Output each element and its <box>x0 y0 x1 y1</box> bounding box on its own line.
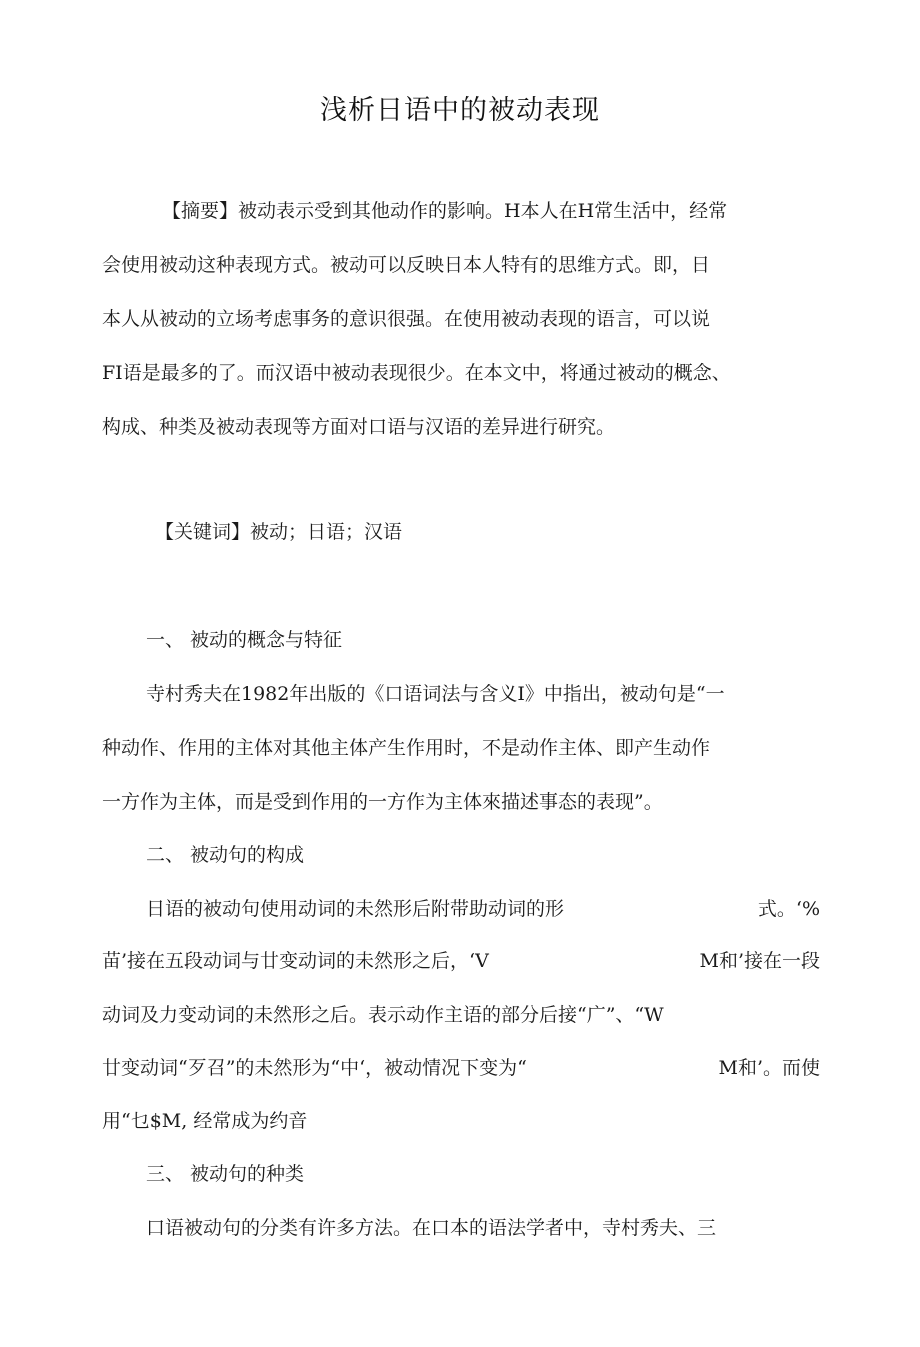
section-3-line-1: 口语被动句的分类有许多方法。在口本的语法学者中，寺村秀夫、三 <box>146 1217 717 1239</box>
section-2-line-4-right: M和’。而使 <box>718 1057 820 1079</box>
section-2-line-5: 用“乜$M, 经常成为约音 <box>102 1110 308 1132</box>
section-1-line-3: 一方作为主体，而是受到作用的一方作为主体來描述事态的表现”。 <box>102 791 663 813</box>
section-2-line-2-left: 苗’接在五段动词与廿变动词的未然形之后，‘V <box>102 950 489 972</box>
section-2-line-4-left: 廿变动词“歹召”的未然形为“中‘，被动情况下变为“ <box>102 1057 527 1079</box>
abstract-line-1: 【摘要】被动表示受到其他动作的影响。H本人在H常生活中，经常 <box>162 200 728 222</box>
section-2-line-2 <box>102 948 820 974</box>
keywords: 【关键词】被动；日语；汉语 <box>155 521 403 543</box>
section-2-heading: 二、 被动句的构成 <box>146 844 305 866</box>
section-2-line-3: 动词及力变动词的未然形之后。表示动作主语的部分后接“广”、“W <box>102 1004 664 1026</box>
abstract-line-5: 构成、种类及被动表现等方面对口语与汉语的差异进行研究。 <box>102 416 616 438</box>
abstract-line-3: 本人从被动的立场考虑事务的意识很强。在使用被动表现的语言，可以说 <box>102 308 711 330</box>
section-2-line-4 <box>102 1055 820 1081</box>
section-3-heading: 三、 被动句的种类 <box>146 1163 305 1185</box>
section-1-heading: 一、 被动的概念与特征 <box>146 629 343 651</box>
section-2-line-1 <box>146 896 820 922</box>
section-1-line-1: 寺村秀夫在1982年出版的《口语词法与含义I》中指出，被动句是“一 <box>146 683 725 705</box>
section-2-line-1-right: 式。‘% <box>757 898 820 920</box>
document-title: 浅析日语中的被动表现 <box>320 95 600 126</box>
section-2-line-1-left: 日语的被动句使用动词的未然形后附带助动词的形 <box>146 898 565 920</box>
section-1-line-2: 种动作、作用的主体对其他主体产生作用时，不是动作主体、即产生动作 <box>102 737 711 759</box>
section-2-line-2-right: M和’接在一段 <box>699 950 820 972</box>
abstract-line-4: FI语是最多的了。而汉语中被动表现很少。在本文中，将通过被动的概念、 <box>102 362 731 384</box>
abstract-line-2: 会使用被动这种表现方式。被动可以反映日本人特有的思维方式。即，日 <box>102 254 711 276</box>
